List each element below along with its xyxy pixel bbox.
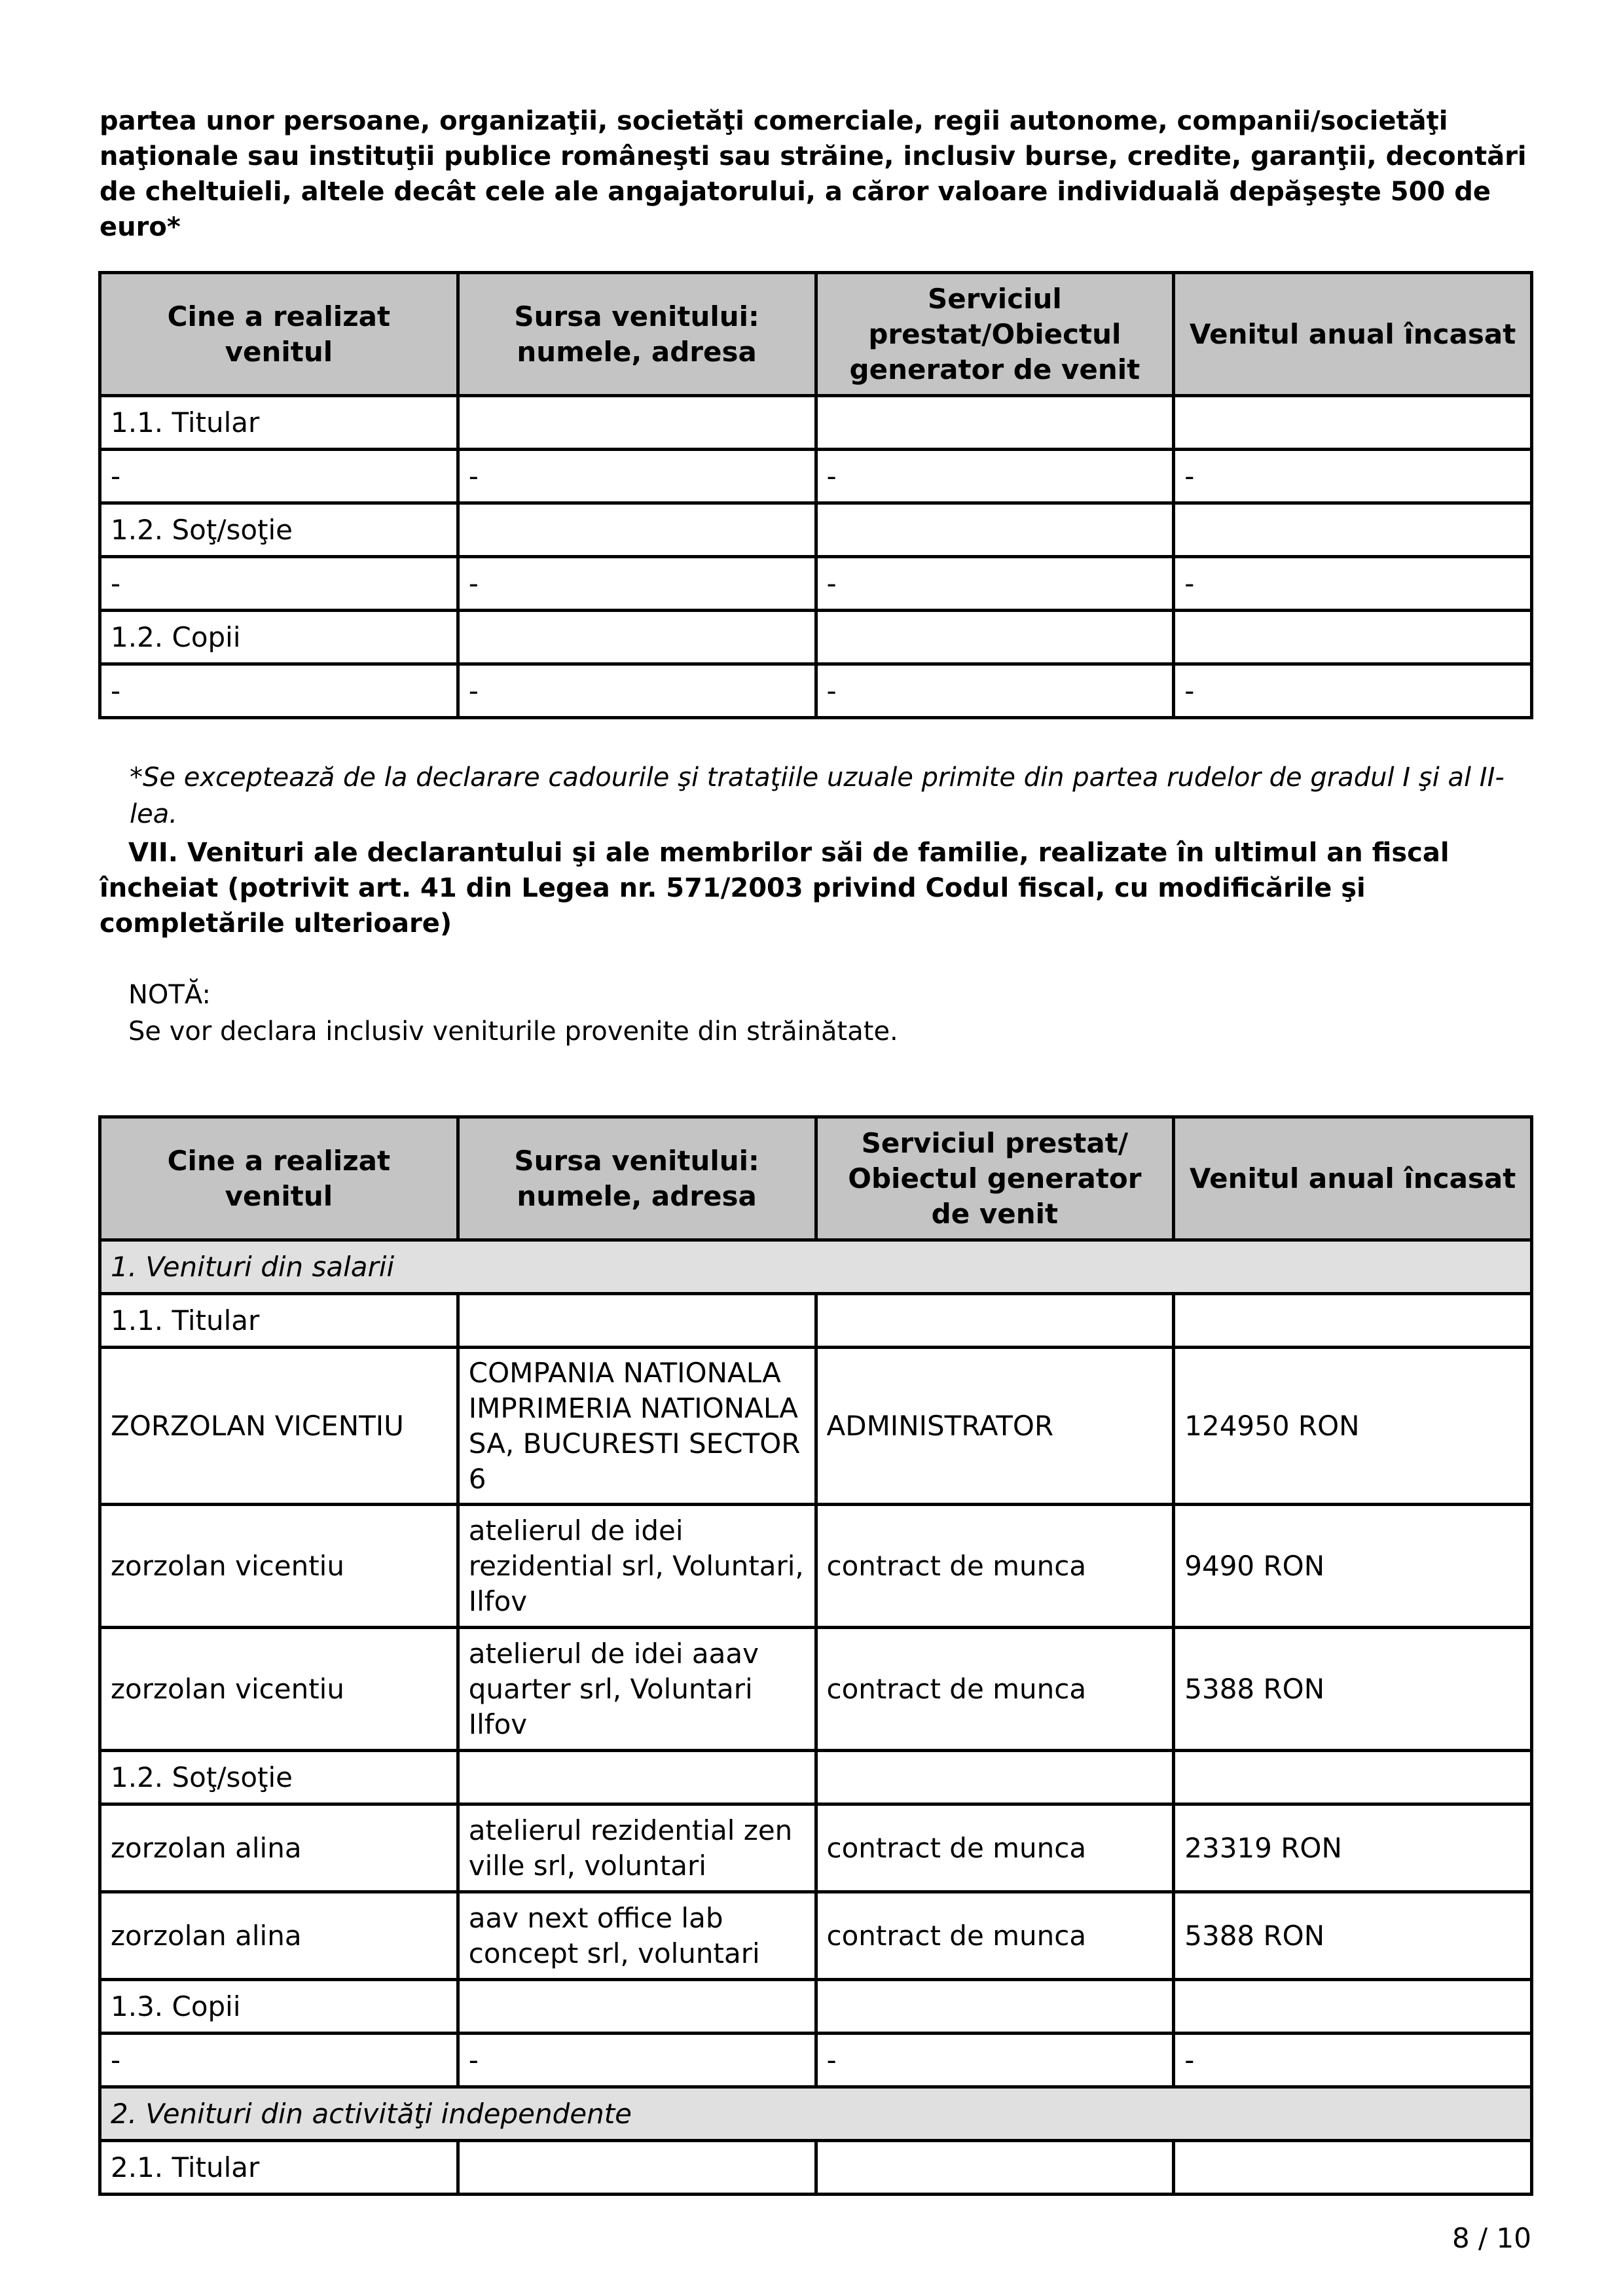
table-cell [458,396,816,450]
table-cell: 1.3. Copii [100,1980,458,2034]
section-row-independent [100,2087,1532,2141]
table-cell: zorzolan alina [100,1804,458,1892]
col-header-income: Venitul anual încasat [1174,1117,1532,1240]
table-cell: 1.2. Copii [100,611,458,664]
table-cell: - [816,2034,1174,2087]
col-header-service: Serviciul prestat/ Obiectul generator de venit [816,1117,1174,1240]
table-cell [816,396,1174,450]
table-row [100,1892,1532,1980]
table-cell: 2.1. Titular [100,2141,458,2195]
table-row [100,1751,1532,1804]
table-cell: 5388 RON [1174,1628,1532,1751]
table-cell: atelierul de idei aaav quarter srl, Voluntari Ilfov [458,1628,816,1751]
table-cell: contract de munca [816,1892,1174,1980]
section-label: 1. Venituri din salarii [100,1240,1532,1294]
table-cell: - [458,664,816,718]
table-cell [458,503,816,557]
page-number: 8 / 10 [1451,2222,1531,2254]
col-header-source: Sursa venitului: numele, adresa [458,1117,816,1240]
table-cell [1174,396,1532,450]
table-cell [816,1751,1174,1804]
table-cell [458,1980,816,2034]
section-title: VII. Venituri ale declarantului şi ale membrilor săi de familie, realizate în ultimul an fiscal încheiat (potrivit art. 41 din Legea nr. 571/2003 privind Codul fiscal, cu modificările şi completările ulterioare) [100,838,1450,939]
table-cell: 1.1. Titular [100,396,458,450]
table-row [100,1628,1532,1751]
col-header-who: Cine a realizat venitul [100,1117,458,1240]
table-cell: - [816,450,1174,503]
table-row [100,1294,1532,1348]
table-row [100,664,1532,718]
table-cell: atelierul rezidential zen ville srl, voluntari [458,1804,816,1892]
table-cell: 1.2. Soţ/soţie [100,503,458,557]
table-cell: zorzolan vicentiu [100,1628,458,1751]
table-row [100,396,1532,450]
col-header-source: Sursa venitului: numele, adresa [458,273,816,396]
table-cell: 5388 RON [1174,1892,1532,1980]
table-cell: - [1174,450,1532,503]
table-row [100,1804,1532,1892]
table-cell [458,1294,816,1348]
table-cell [1174,2141,1532,2195]
col-header-service: Serviciul prestat/Obiectul generator de venit [816,273,1174,396]
table-row [100,2141,1532,2195]
table-cell: 124950 RON [1174,1348,1532,1505]
table-cell: - [100,664,458,718]
table-cell: - [816,557,1174,611]
table-cell: contract de munca [816,1628,1174,1751]
table-cell: atelierul de idei rezidential srl, Voluntari, Ilfov [458,1505,816,1628]
table-cell: 23319 RON [1174,1804,1532,1892]
table-cell [1174,1294,1532,1348]
table-cell: - [816,664,1174,718]
section-label: 2. Venituri din activităţi independente [100,2087,1532,2141]
table-cell: - [100,450,458,503]
table-cell [1174,611,1532,664]
table-cell: - [100,557,458,611]
table-cell: - [1174,557,1532,611]
table-cell [458,611,816,664]
table-cell [1174,1980,1532,2034]
table-cell: - [458,2034,816,2087]
table-row [100,557,1532,611]
intro-paragraph: partea unor persoane, organizaţii, societăţi comerciale, regii autonome, companii/societăţi naţionale sau instituţii publice româneşti sau străine, inclusiv burse, credite, garanţii, decontări de cheltuieli, altele decât cele ale angajatorului, a căror valoare individuală depăşeşte 500 de euro* [100,106,1527,242]
table-cell: - [458,557,816,611]
table-cell: aav next office lab concept srl, voluntari [458,1892,816,1980]
table-cell: 1.1. Titular [100,1294,458,1348]
table-header-row [100,1117,1532,1240]
table-row [100,1348,1532,1505]
table-cell: contract de munca [816,1804,1174,1892]
table-cell: zorzolan vicentiu [100,1505,458,1628]
table-cell: ZORZOLAN VICENTIU [100,1348,458,1505]
table-cell [1174,1751,1532,1804]
table-row [100,503,1532,557]
section-row-salaries [100,1240,1532,1294]
table-cell: 9490 RON [1174,1505,1532,1628]
table-cell: contract de munca [816,1505,1174,1628]
table-cell [816,1980,1174,2034]
table-cell: 1.2. Soţ/soţie [100,1751,458,1804]
table-row [100,611,1532,664]
table-row [100,1505,1532,1628]
table-cell: ADMINISTRATOR [816,1348,1174,1505]
table-cell [458,1751,816,1804]
table-cell: - [1174,664,1532,718]
income-table [98,1115,1533,2196]
nota-label: NOTĂ: [128,980,211,1010]
table-row [100,2034,1532,2087]
col-header-income: Venitul anual încasat [1174,273,1532,396]
table-cell: - [458,450,816,503]
table-cell [458,2141,816,2195]
table-header-row [100,273,1532,396]
table-cell [816,1294,1174,1348]
nota-text: Se vor declara inclusiv veniturile provenite din străinătate. [128,1016,898,1047]
table-cell [816,503,1174,557]
table-cell [816,2141,1174,2195]
col-header-who: Cine a realizat venitul [100,273,458,396]
table-cell [1174,503,1532,557]
footnote: *Se exceptează de la declarare cadourile şi trataţiile uzuale primite din partea rudelor de gradul I şi al II-lea. [130,762,1504,829]
table-cell: COMPANIA NATIONALA IMPRIMERIA NATIONALA SA, BUCURESTI SECTOR 6 [458,1348,816,1505]
table-cell: - [100,2034,458,2087]
gifts-table [98,271,1533,719]
table-cell [816,611,1174,664]
table-cell: zorzolan alina [100,1892,458,1980]
table-row [100,450,1532,503]
table-cell: - [1174,2034,1532,2087]
table-row [100,1980,1532,2034]
